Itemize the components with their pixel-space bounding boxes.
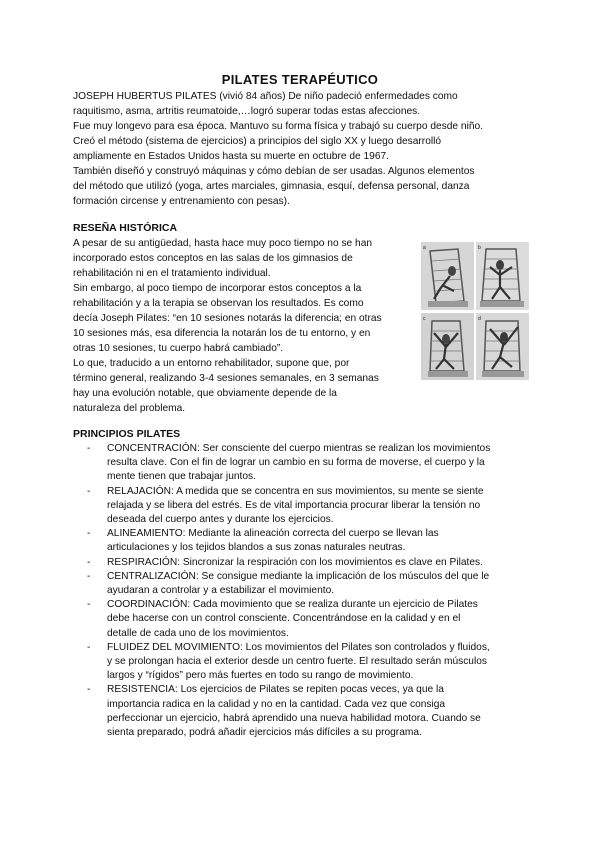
list-item: - RESPIRACIÓN: Sincronizar la respiración con los movimientos es clave en Pilates. bbox=[87, 556, 483, 568]
intro-line: del método que utilizó (yoga, artes marciales, gimnasia, esquí, defensa personal, danza bbox=[73, 181, 470, 192]
history-paragraph bbox=[73, 236, 418, 416]
photo-panel-b bbox=[476, 242, 529, 310]
list-item: - CONCENTRACIÓN: Ser consciente del cuerpo mientras se realizan los movimientos resulta clave. Con el fin de lograr un cambio en su forma de moverse, el cuerpo y la mente tienen que trabajar juntos. bbox=[87, 443, 491, 483]
history-line: naturaleza del problema. bbox=[73, 403, 186, 414]
intro-line: ampliamente en Estados Unidos hasta su muerte en octubre de 1967. bbox=[73, 151, 390, 162]
intro-line: Creó el método (sistema de ejercicios) a principios del siglo XX y luego desarrolló bbox=[73, 136, 442, 147]
photo-panel-c bbox=[421, 313, 474, 380]
history-line: decía Joseph Pilates: “en 10 sesiones notarás la diferencia; en otras bbox=[73, 313, 382, 324]
photo-label-c: c bbox=[423, 316, 426, 322]
list-item: - COORDINACIÓN: Cada movimiento que se realiza durante un ejercicio de Pilates debe hacerse con un control consciente. Concentrándose en la calidad y en el detalle de cada uno de los movimientos. bbox=[87, 599, 478, 639]
history-line: Sin embargo, al poco tiempo de incorporar estos conceptos a la bbox=[73, 283, 362, 294]
history-line: otras 10 sesiones, tu cuerpo habrá cambiado”. bbox=[73, 343, 284, 354]
history-line: A pesar de su antigüedad, hasta hace muy poco tiempo no se han bbox=[73, 238, 373, 249]
intro-line: JOSEPH HUBERTUS PILATES (vivió 84 años) De niño padeció enfermedades como bbox=[73, 91, 458, 102]
photo-panel-a bbox=[421, 242, 474, 310]
history-line: hay una evolución notable, que obviamente depende de la bbox=[73, 388, 337, 399]
intro-line: formación circense y entrenamiento con pesas). bbox=[73, 196, 290, 207]
list-item: - RELAJACIÓN: A medida que se concentra en sus movimientos, su mente se siente relajada y se libera del estrés. Es de vital importancia procurar liberar la tensión no deseada del cuerpo antes y durante los ejercicios. bbox=[87, 485, 484, 526]
photo-label-a: a bbox=[423, 245, 426, 251]
list-item: - CENTRALIZACIÓN: Se consigue mediante la implicación de los músculos del que le ayudaran a controlar y a estabilizar el movimiento. bbox=[87, 570, 490, 597]
principles-list bbox=[73, 442, 528, 740]
principles-heading: PRINCIPIOS PILATES bbox=[73, 428, 181, 440]
history-line: Lo que, traducido a un entorno rehabilitador, supone que, por bbox=[73, 358, 350, 369]
list-item: - ALINEAMIENTO: Mediante la alineación correcta del cuerpo se llevan las articulaciones y los tejidos blandos a sus zonas naturales neutras. bbox=[87, 528, 439, 554]
history-line: rehabilitación ni en el tratamiento individual. bbox=[73, 268, 271, 279]
list-item: - FLUIDEZ DEL MOVIMIENTO: Los movimientos del Pilates son controlados y fluidos, y se prolongan hacia el exterior desde un centro fuerte. El resultado serán músculos largos y “rígidos” pero más fuertes en todo su rango de movimiento. bbox=[87, 641, 490, 682]
photo-label-d: d bbox=[478, 316, 481, 322]
intro-line: raquitismo, asma, artritis reumatoide,…logró superar todas estas afecciones. bbox=[73, 106, 421, 117]
history-heading: RESEÑA HISTÓRICA bbox=[73, 222, 178, 234]
intro-line: También diseñó y construyó máquinas y cómo debían de ser usadas. Algunos elementos bbox=[73, 166, 475, 177]
history-line: término general, realizando 3-4 sesiones semanales, en 3 semanas bbox=[73, 373, 379, 384]
document-title: PILATES TERAPÉUTICO bbox=[221, 72, 379, 87]
photo-panel-d bbox=[476, 313, 529, 380]
intro-line: Fue muy longevo para esa época. Mantuvo su forma física y trabajó su cuerpo desde niño. bbox=[73, 121, 483, 132]
history-line: 10 sesiones más, esa diferencia la notarán los de tu entorno, y en bbox=[73, 328, 371, 339]
photo-label-b: b bbox=[478, 245, 481, 251]
pilates-apparatus-photos bbox=[420, 241, 530, 381]
history-line: rehabilitación y a la terapia se observan los resultados. Es como bbox=[73, 298, 364, 309]
history-line: incorporado estos conceptos en las salas de los gimnasios de bbox=[73, 253, 353, 264]
list-item: - RESISTENCIA: Los ejercicios de Pilates se repiten pocas veces, ya que la importancia radica en la calidad y no en la cantidad. Cada vez que consiga perfeccionar un ejercicio, habrá aprendido una nueva habilidad motora. Cuando se sienta preparado, podrá añadir ejercicios más difíciles a su programa. bbox=[87, 684, 481, 739]
intro-paragraph bbox=[73, 89, 528, 209]
